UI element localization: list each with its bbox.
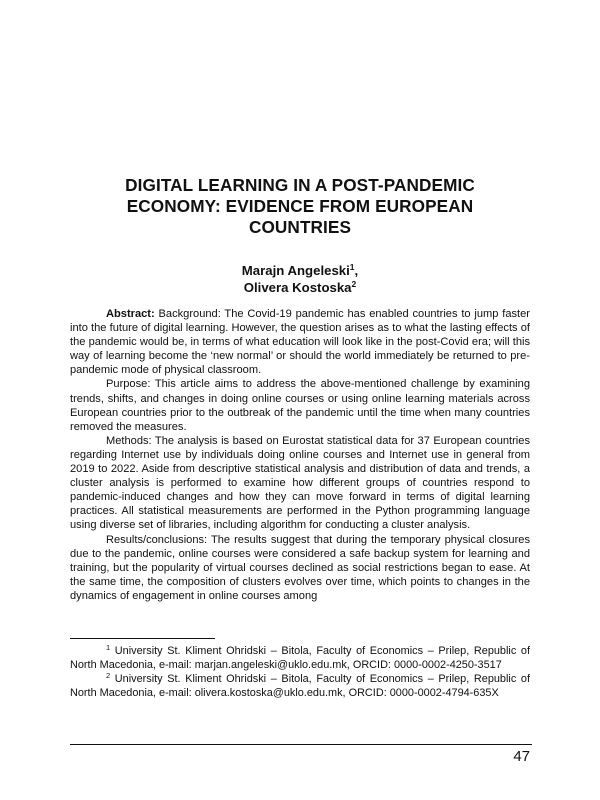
abstract-paragraph: Purpose: This article aims to address the above-mentioned challenge by examining trends, shifts, and changes in doing online courses or using online learning materials across European countries prior to the outbreak of the pandemic until the time when many countries removed the measures. xyxy=(70,378,530,433)
title-line: COUNTRIES xyxy=(248,217,352,237)
footnote xyxy=(70,645,530,673)
page-number: 47 xyxy=(513,748,530,765)
abstract-label: Abstract: xyxy=(106,308,155,320)
abstract-text: Background: The Covid-19 pandemic has enabled countries to jump faster into the future of digital learning. However, the question arises as to what the lasting effects of the pandemic would be, in terms of what education will look like in the post-Covid era; will this way of learning become the ‘new normal’ or should the world immediately be returned to pre-pandemic mode of physical classroom. xyxy=(70,308,530,377)
abstract-section xyxy=(70,307,530,603)
footnote-divider xyxy=(70,638,215,639)
abstract-paragraph: Methods: The analysis is based on Eurostat statistical data for 37 European countries regarding Internet use by individuals doing online courses and Internet use in general from 2019 to 2022. Aside from descriptive statistical analysis and distribution of data and trends, a cluster analysis is performed to examine how different groups of countries respond to pandemic-induced changes and how they can move forward in terms of digital learning practices. All statistical measurements are performed in the Python programming language using diverse set of libraries, including algorithm for conducting a cluster analysis. xyxy=(70,434,530,532)
author-name: Olivera Kostoska xyxy=(243,280,352,295)
abstract-paragraph xyxy=(70,307,530,377)
footnote xyxy=(70,670,530,701)
author-list xyxy=(70,262,530,296)
abstract-paragraph: Results/conclusions: The results suggest that during the temporary physical closures due to the pandemic, online courses were considered a safe backup system for learning and training, but the popularity of virtual courses declined as social restrictions began to ease. At the same time, the composition of clusters evolves over time, which points to changes in the dynamics of engagement in online courses among xyxy=(70,533,530,602)
footnotes xyxy=(70,645,530,701)
footnote-marker: 2 xyxy=(351,279,357,289)
title-line: ECONOMY: EVIDENCE FROM EUROPEAN xyxy=(126,196,474,216)
author-name: Marajn Angeleski xyxy=(241,263,350,278)
footnote-marker: 1 xyxy=(349,262,355,272)
title-line: DIGITAL LEARNING IN A POST-PANDEMIC xyxy=(125,175,475,195)
footnote-text: University St. Kliment Ohridski – Bitola, Faculty of Economics – Prilep, Republic of North Macedonia, e-mail: marjan.angeleski@uklo.edu.mk, ORCID: 0000-0002-4250-3517 xyxy=(70,645,530,671)
author-line xyxy=(70,262,530,279)
author-separator: , xyxy=(354,263,359,278)
author-line xyxy=(70,279,530,296)
paper-title xyxy=(70,175,530,238)
footnote-number: 2 xyxy=(106,670,111,680)
footnote-number: 1 xyxy=(106,643,111,652)
page-footer-rule xyxy=(70,744,532,745)
footnote-text: University St. Kliment Ohridski – Bitola, Faculty of Economics – Prilep, Republic of North Macedonia, e-mail: olivera.kostoska@uklo.edu.mk, ORCID: 0000-0002-4794-635X xyxy=(70,672,530,699)
